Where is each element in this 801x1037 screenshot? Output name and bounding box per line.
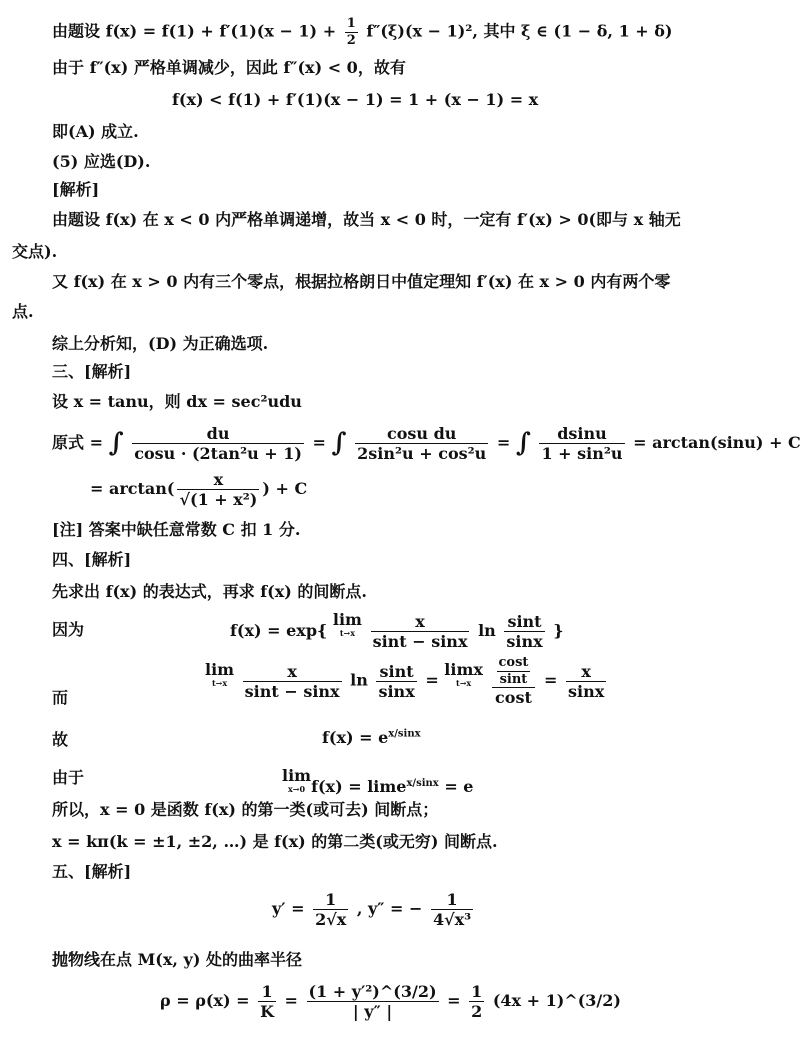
formula-derivatives: y′ = $\frac{1}{2√x}$ , y″ = − $\frac{1}{\text{4√x³}}$: [272, 890, 472, 930]
text-line-1: [52, 16, 673, 48]
formula-limit-e: lim x→0 f(x) = lime$^{x/sinx}$ = e: [282, 766, 474, 797]
formula-curvature-radius: ρ = ρ(x) = $\frac{1}{K}$ = $\frac{\text{(1 + y′²)\textasciicircum{}(3/2)}}{| y'' |}$ = $\frac{1}{2}$ (4x + 1)^(3/2): [160, 982, 621, 1022]
text-line-7: 由题设 f(x) 在 x < 0 内严格单调递增，故当 x < 0 时，一定有 f′(x) > 0(即与 x 轴无: [52, 210, 681, 229]
integral-fraction-3: $\frac{dsinu}{\text{1 + sin²u}}$: [541, 424, 623, 464]
arctan-fraction: $\frac{x}{\text{√(1 + x²)}}$: [179, 470, 258, 510]
text-line-9: 又 f(x) 在 x > 0 内有三个零点，根据拉格朗日中值定理知 f′(x) 在 x > 0 内有两个零: [52, 272, 671, 291]
original-expression-label: 原式 =: [52, 433, 103, 453]
cos-compound-fraction: $\frac{\frac{\cos t}{\sin t}}{\cos t}$: [492, 655, 536, 707]
heading-section-3: 三、[解析]: [52, 362, 132, 381]
text-line-4: 即(A) 成立.: [52, 122, 139, 141]
text-line-5: (5) 应选(D).: [52, 152, 151, 171]
heading-analysis-1: [解析]: [52, 180, 100, 199]
heading-section-5: 五、[解析]: [52, 862, 132, 881]
heading-section-4: 四、[解析]: [52, 550, 132, 569]
integral-sign: ∫: [108, 428, 124, 459]
text-line-21: 所以，x = 0 是函数 f(x) 的第一类(或可去) 间断点；: [52, 800, 439, 819]
text-line-13: 设 x = tanu，则 dx = sec²udu: [52, 392, 302, 411]
text-line-2: 由于 f″(x) 严格单调减少，因此 f″(x) < 0，故有: [52, 58, 406, 77]
text-line-16: 先求出 f(x) 的表达式，再求 f(x) 的间断点.: [52, 582, 367, 601]
text-line-8: 交点).: [12, 242, 58, 261]
formula-integral: [52, 424, 801, 463]
text-line-24: 抛物线在点 M(x, y) 处的曲率半径: [52, 950, 302, 969]
label-and: 而: [52, 688, 69, 707]
label-since: 由于: [52, 768, 85, 787]
text-line-22: x = kπ(k = ±1, ±2, …) 是 f(x) 的第二类(或无穷) 间断点.: [52, 832, 498, 851]
text-line-10: 点.: [12, 302, 34, 321]
integral-sign: ∫: [515, 428, 531, 459]
integral-fraction-1: $\frac{du}{\text{cosu · (2tan²u + 1)}}$: [134, 424, 302, 464]
integral-result: = arctan(sinu) + C: [633, 433, 801, 453]
formula-inequality: f(x) < f(1) + f′(1)(x − 1) = 1 + (x − 1) = x: [172, 90, 539, 109]
formula-fx-exp: f(x) = exp{ lim t→x $\frac{x}{\sin t - \sin x}$ ln $\frac{\sin t}{\sin x}$ }: [230, 610, 564, 652]
fx-ratio: $\frac{\sin t}{\sin x}$: [506, 612, 543, 652]
integral-fraction-2: $\frac{\text{cosu du}}{\text{2sin²u + cos²u}}$: [357, 424, 487, 464]
equals-sign: =: [496, 433, 511, 453]
label-therefore: 故: [52, 730, 69, 749]
fx-fraction: $\frac{x}{\sin t - \sin x}$: [372, 612, 468, 652]
label-because: 因为: [52, 620, 85, 639]
formula-arctan: = arctan( $\frac{x}{\text{√(1 + x²)}}$ ) + C: [90, 470, 308, 510]
fraction-one-half: $\frac{1}{2}$: [346, 16, 356, 48]
formula-fx-result: $f(x) = e^{x/sinx}$: [322, 728, 421, 747]
integral-sign: ∫: [331, 428, 347, 459]
text-line-11: 综上分析知，(D) 为正确选项.: [52, 334, 269, 353]
line-1-end: f″(ξ)(x − 1)², 其中 ξ ∈ (1 − δ, 1 + δ): [366, 21, 673, 41]
formula-limit-eval: lim t→x $\frac{x}{\sin t - \sin x}$ ln $\frac{\sin t}{\sin x}$ = limx t→x $\frac{\frac{\cos t}{\sin t}}{\cos t}$ = $\frac{x}{\sin x}$: [205, 655, 605, 708]
equals-sign: =: [312, 433, 326, 453]
line-1-start: 由题设 f(x) = f(1) + f′(1)(x − 1) +: [52, 21, 337, 41]
note-line: [注] 答案中缺任意常数 C 扣 1 分.: [52, 520, 301, 539]
